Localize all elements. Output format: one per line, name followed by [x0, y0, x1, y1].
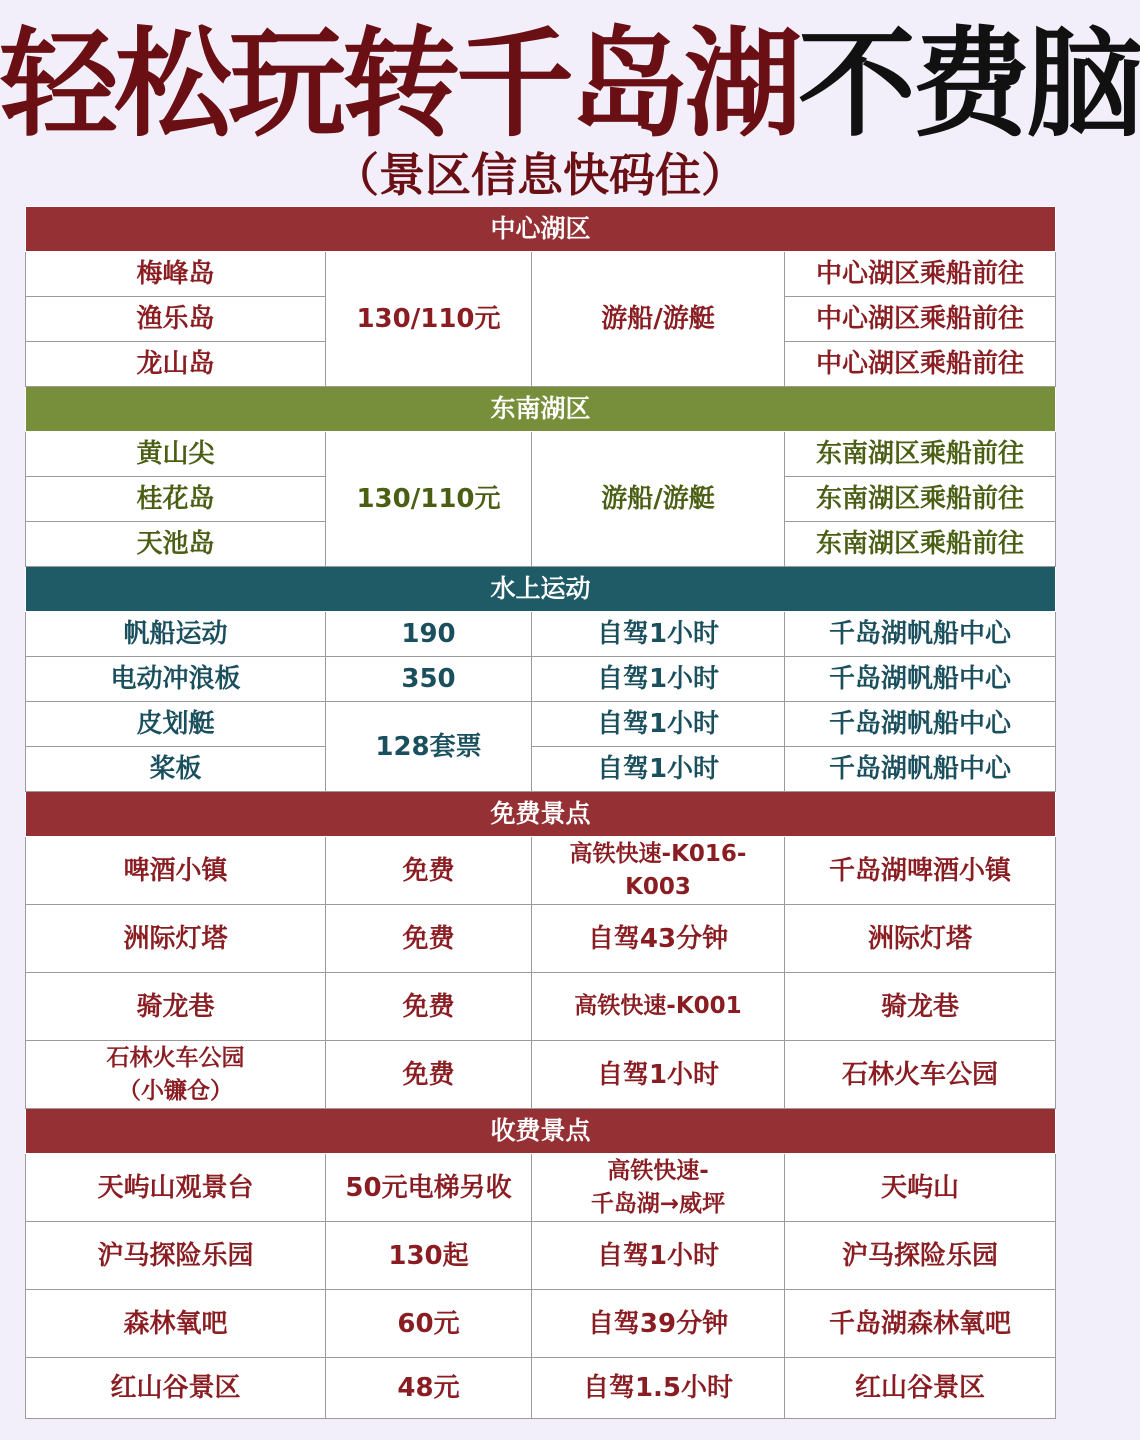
destination-cell: 千岛湖啤酒小镇 — [785, 837, 1056, 905]
table-row — [26, 432, 1056, 477]
attraction-name: 桂花岛 — [26, 477, 326, 522]
destination-cell: 沪马探险乐园 — [785, 1222, 1056, 1290]
attraction-name: 黄山尖 — [26, 432, 326, 477]
table-row — [26, 747, 1056, 792]
page-subtitle: （景区信息快码住） — [333, 148, 747, 202]
table-row — [26, 1290, 1056, 1358]
destination-cell: 洲际灯塔 — [785, 905, 1056, 973]
attraction-name: 帆船运动 — [26, 612, 326, 657]
transport-cell — [532, 1154, 785, 1222]
price-cell: 免费 — [326, 905, 532, 973]
destination-cell: 千岛湖森林氧吧 — [785, 1290, 1056, 1358]
price-cell: 免费 — [326, 973, 532, 1041]
section-title: 东南湖区 — [26, 387, 1056, 432]
section-header — [26, 792, 1056, 837]
table-row — [26, 1041, 1056, 1109]
attraction-name: 天屿山观景台 — [26, 1154, 326, 1222]
destination-cell: 石林火车公园 — [785, 1041, 1056, 1109]
transport-cell: 自驾39分钟 — [532, 1290, 785, 1358]
route-cell: 东南湖区乘船前往 — [785, 477, 1056, 522]
page-title — [0, 15, 1140, 153]
transport-line: 高铁快速- — [607, 1157, 709, 1184]
attractions-table — [25, 206, 1056, 1419]
transport-line: 高铁快速-K016- — [569, 840, 747, 867]
attraction-name: 沪马探险乐园 — [26, 1222, 326, 1290]
route-cell: 中心湖区乘船前往 — [785, 342, 1056, 387]
transport-line: 千岛湖→威坪 — [590, 1190, 726, 1217]
table-row — [26, 1154, 1056, 1222]
transport-cell: 自驾43分钟 — [532, 905, 785, 973]
attraction-name-line: （小镰仓） — [118, 1077, 233, 1104]
attraction-name — [26, 1041, 326, 1109]
table-row — [26, 612, 1056, 657]
price-cell: 免费 — [326, 1041, 532, 1109]
attraction-name: 皮划艇 — [26, 702, 326, 747]
table-row — [26, 252, 1056, 297]
destination-cell: 千岛湖帆船中心 — [785, 702, 1056, 747]
price-cell: 60元 — [326, 1290, 532, 1358]
transport-cell: 自驾1.5小时 — [532, 1358, 785, 1419]
price-cell: 130/110元 — [326, 432, 532, 567]
price-cell: 130/110元 — [326, 252, 532, 387]
attraction-name: 电动冲浪板 — [26, 657, 326, 702]
table-row — [26, 973, 1056, 1041]
table-row — [26, 1358, 1056, 1419]
section-header — [26, 1109, 1056, 1154]
table-row — [26, 702, 1056, 747]
transport-cell: 高铁快速-K001 — [532, 973, 785, 1041]
attraction-name: 骑龙巷 — [26, 973, 326, 1041]
price-cell: 50元电梯另收 — [326, 1154, 532, 1222]
destination-cell: 千岛湖帆船中心 — [785, 747, 1056, 792]
attraction-name: 龙山岛 — [26, 342, 326, 387]
transport-cell: 自驾1小时 — [532, 747, 785, 792]
section-title: 中心湖区 — [26, 207, 1056, 252]
attraction-name: 渔乐岛 — [26, 297, 326, 342]
route-cell: 东南湖区乘船前往 — [785, 522, 1056, 567]
section-title: 免费景点 — [26, 792, 1056, 837]
section-title: 水上运动 — [26, 567, 1056, 612]
transport-cell: 自驾1小时 — [532, 657, 785, 702]
destination-cell: 骑龙巷 — [785, 973, 1056, 1041]
price-cell: 350 — [326, 657, 532, 702]
section-header — [26, 207, 1056, 252]
transport-cell: 自驾1小时 — [532, 1041, 785, 1109]
attraction-name: 洲际灯塔 — [26, 905, 326, 973]
attraction-name: 红山谷景区 — [26, 1358, 326, 1419]
transport-line: K003 — [625, 873, 691, 900]
price-cell: 190 — [326, 612, 532, 657]
table-row — [26, 1222, 1056, 1290]
route-cell: 东南湖区乘船前往 — [785, 432, 1056, 477]
transport-cell: 游船/游艇 — [532, 252, 785, 387]
table-row — [26, 657, 1056, 702]
price-cell: 128套票 — [326, 702, 532, 792]
transport-cell — [532, 837, 785, 905]
title-part-2: 千岛湖 — [456, 15, 799, 153]
transport-cell: 自驾1小时 — [532, 702, 785, 747]
table-row — [26, 837, 1056, 905]
attraction-name: 天池岛 — [26, 522, 326, 567]
destination-cell: 红山谷景区 — [785, 1358, 1056, 1419]
table-row — [26, 905, 1056, 973]
attraction-name-line: 石林火车公园 — [106, 1044, 245, 1071]
attraction-name: 森林氧吧 — [26, 1290, 326, 1358]
route-cell: 中心湖区乘船前往 — [785, 297, 1056, 342]
destination-cell: 千岛湖帆船中心 — [785, 612, 1056, 657]
section-title: 收费景点 — [26, 1109, 1056, 1154]
price-cell: 免费 — [326, 837, 532, 905]
price-cell: 48元 — [326, 1358, 532, 1419]
attraction-name: 啤酒小镇 — [26, 837, 326, 905]
attraction-name: 桨板 — [26, 747, 326, 792]
transport-cell: 自驾1小时 — [532, 1222, 785, 1290]
section-header — [26, 387, 1056, 432]
price-cell: 130起 — [326, 1222, 532, 1290]
section-header — [26, 567, 1056, 612]
transport-cell: 自驾1小时 — [532, 612, 785, 657]
destination-cell: 千岛湖帆船中心 — [785, 657, 1056, 702]
transport-cell: 游船/游艇 — [532, 432, 785, 567]
title-part-3: 不费脑 — [798, 15, 1140, 153]
title-part-1: 轻松玩转 — [0, 15, 457, 153]
route-cell: 中心湖区乘船前往 — [785, 252, 1056, 297]
destination-cell: 天屿山 — [785, 1154, 1056, 1222]
attraction-name: 梅峰岛 — [26, 252, 326, 297]
